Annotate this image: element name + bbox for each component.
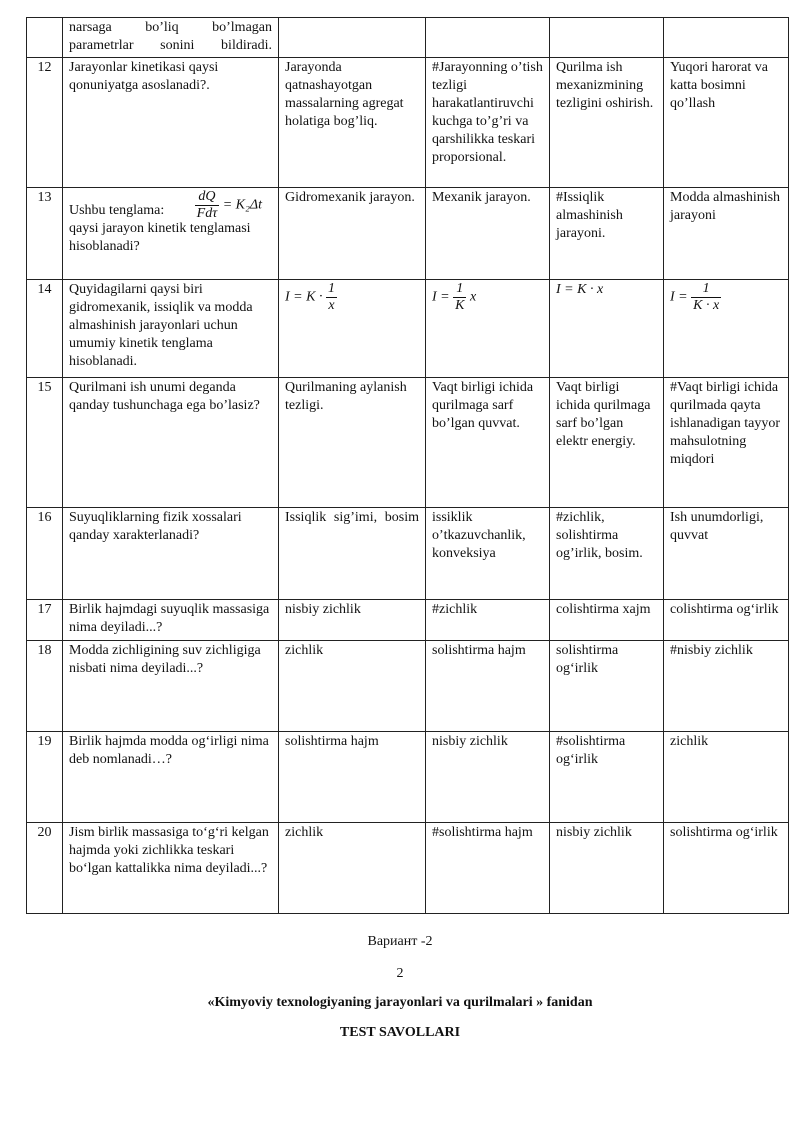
fraction-denominator: x (328, 298, 335, 313)
row-number: 13 (27, 188, 63, 280)
question-text: Quyidagilarni qaysi biri gidromexanik, issiqlik va modda almashinish jarayonlari uchun umumiy kinetik tenglama hisoblanadi. (63, 280, 279, 378)
table-row (27, 378, 789, 508)
answer-b: Vaqt birligi ichida qurilmaga sarf boʼlgan quvvat. (426, 378, 550, 508)
answer-c: I = K · x (550, 280, 664, 378)
answer-d: Ish unumdorligi, quvvat (664, 508, 789, 600)
answer-d (664, 18, 789, 58)
question-cell (63, 188, 279, 280)
answer-c: Qurilma ish mexanizmining tezligini oshirish. (550, 58, 664, 188)
answer-a: solishtirma hajm (279, 732, 426, 823)
fraction (195, 189, 220, 222)
row-number: 16 (27, 508, 63, 600)
answer-b: issiklik oʼtkazuvchanlik, konveksiya (426, 508, 550, 600)
answer-a: Qurilmaning aylanish tezligi. (279, 378, 426, 508)
answer-c: solishtirma ogʻirlik (550, 641, 664, 732)
answer-b: #solishtirma hajm (426, 823, 550, 914)
table-row (27, 58, 789, 188)
answer-c: #Issiqlik almashinish jarayoni. (550, 188, 664, 280)
fraction-numerator: 1 (327, 281, 335, 296)
answer-d: Modda almashinish jarayoni (664, 188, 789, 280)
answer-c (550, 18, 664, 58)
fraction-denominator: K (455, 298, 465, 313)
fraction (691, 281, 721, 314)
formula-lhs: I = K · (285, 289, 323, 305)
row-number: 19 (27, 732, 63, 823)
question-text: qaysi jarayon kinetik tenglamasi hisoblanadi? (69, 221, 251, 254)
answer-a: zichlik (279, 823, 426, 914)
fraction-numerator: 1 (691, 281, 721, 298)
question-text: Suyuqliklarning fizik xossalari qanday xarakterlanadi? (63, 508, 279, 600)
row-number: 17 (27, 600, 63, 641)
answer-a: Jarayonda qatnashayotgan massalarning agregat holatiga bogʼliq. (279, 58, 426, 188)
question-text: narsaga boʼliq boʼlmagan parametrlar sonini bildiradi. (63, 18, 279, 58)
table-row (27, 732, 789, 823)
table-row (27, 823, 789, 914)
table-row (27, 280, 789, 378)
answer-c: #zichlik, solishtirma ogʼirlik, bosim. (550, 508, 664, 600)
document-title: TEST SAVOLLARI (339, 1025, 461, 1040)
answer-a: nisbiy zichlik (279, 600, 426, 641)
formula-rhs: x (469, 289, 477, 305)
answer-b (426, 18, 550, 58)
question-text: Jism birlik massasiga toʻgʻri kelgan hajmda yoki zichlikka teskari boʻlgan kattalikka nima deyiladi...? (63, 823, 279, 914)
fraction (453, 281, 466, 314)
answer-b: solishtirma hajm (426, 641, 550, 732)
table-row (27, 18, 789, 58)
answer-b: #Jarayonning oʼtish tezligi harakatlantiruvchi kuchga toʼgʼri va qarshilikka teskari proporsional. (426, 58, 550, 188)
answer-b: #zichlik (426, 600, 550, 641)
answer-c: #solishtirma ogʻirlik (550, 732, 664, 823)
question-text: Modda zichligining suv zichligiga nisbati nima deyiladi...? (63, 641, 279, 732)
question-prefix: Ushbu tenglama: (69, 203, 165, 218)
equation-rhs: = K₂Δt (222, 197, 262, 213)
fraction-denominator: Fdτ (196, 206, 218, 221)
page-number: 2 (396, 966, 404, 981)
answer-a (279, 280, 426, 378)
formula-lhs: I = (432, 289, 450, 305)
question-text: Jarayonlar kinetikasi qaysi qonuniyatga asoslanadi?. (63, 58, 279, 188)
answer-b: nisbiy zichlik (426, 732, 550, 823)
table-row (27, 600, 789, 641)
questions-table (26, 17, 789, 914)
answer-c: colishtirma xajm (550, 600, 664, 641)
answer-a: zichlik (279, 641, 426, 732)
answer-b: Mexanik jarayon. (426, 188, 550, 280)
answer-a: Gidromexanik jarayon. (279, 188, 426, 280)
fraction (326, 281, 337, 314)
row-number: 12 (27, 58, 63, 188)
question-text: Birlik hajmda modda ogʻirligi nima deb nomlanadi…? (63, 732, 279, 823)
table-row (27, 508, 789, 600)
question-text: Qurilmani ish unumi deganda qanday tushunchaga ega boʼlasiz? (63, 378, 279, 508)
table-row (27, 641, 789, 732)
answer-c: nisbiy zichlik (550, 823, 664, 914)
answer-b (426, 280, 550, 378)
subject-line: «Kimyoviy texnologiyaning jarayonlari va qurilmalari » fanidan (207, 995, 593, 1010)
variant-label: Вариант -2 (367, 934, 433, 949)
answer-d: zichlik (664, 732, 789, 823)
fraction-denominator: K · x (693, 298, 720, 313)
row-number: 15 (27, 378, 63, 508)
row-number (27, 18, 63, 58)
row-number: 14 (27, 280, 63, 378)
answer-d: colishtirma ogʻirlik (664, 600, 789, 641)
formula-lhs: I = (670, 289, 688, 305)
row-number: 20 (27, 823, 63, 914)
question-text: Birlik hajmdagi suyuqlik massasiga nima deyiladi...? (63, 600, 279, 641)
answer-d (664, 280, 789, 378)
answer-d: #Vaqt birligi ichida qurilmada qayta ishlanadigan tayyor mahsulotning miqdori (664, 378, 789, 508)
row-number: 18 (27, 641, 63, 732)
answer-d: solishtirma ogʻirlik (664, 823, 789, 914)
answer-d: #nisbiy zichlik (664, 641, 789, 732)
fraction-numerator: dQ (195, 189, 220, 206)
answer-d: Yuqori harorat va katta bosimni qoʼllash (664, 58, 789, 188)
table-row (27, 188, 789, 280)
answer-a (279, 18, 426, 58)
answer-a: Issiqlik sigʼimi, bosim (279, 508, 426, 600)
answer-c: Vaqt birligi ichida qurilmaga sarf boʼlgan elektr energiy. (550, 378, 664, 508)
fraction-numerator: 1 (453, 281, 466, 298)
